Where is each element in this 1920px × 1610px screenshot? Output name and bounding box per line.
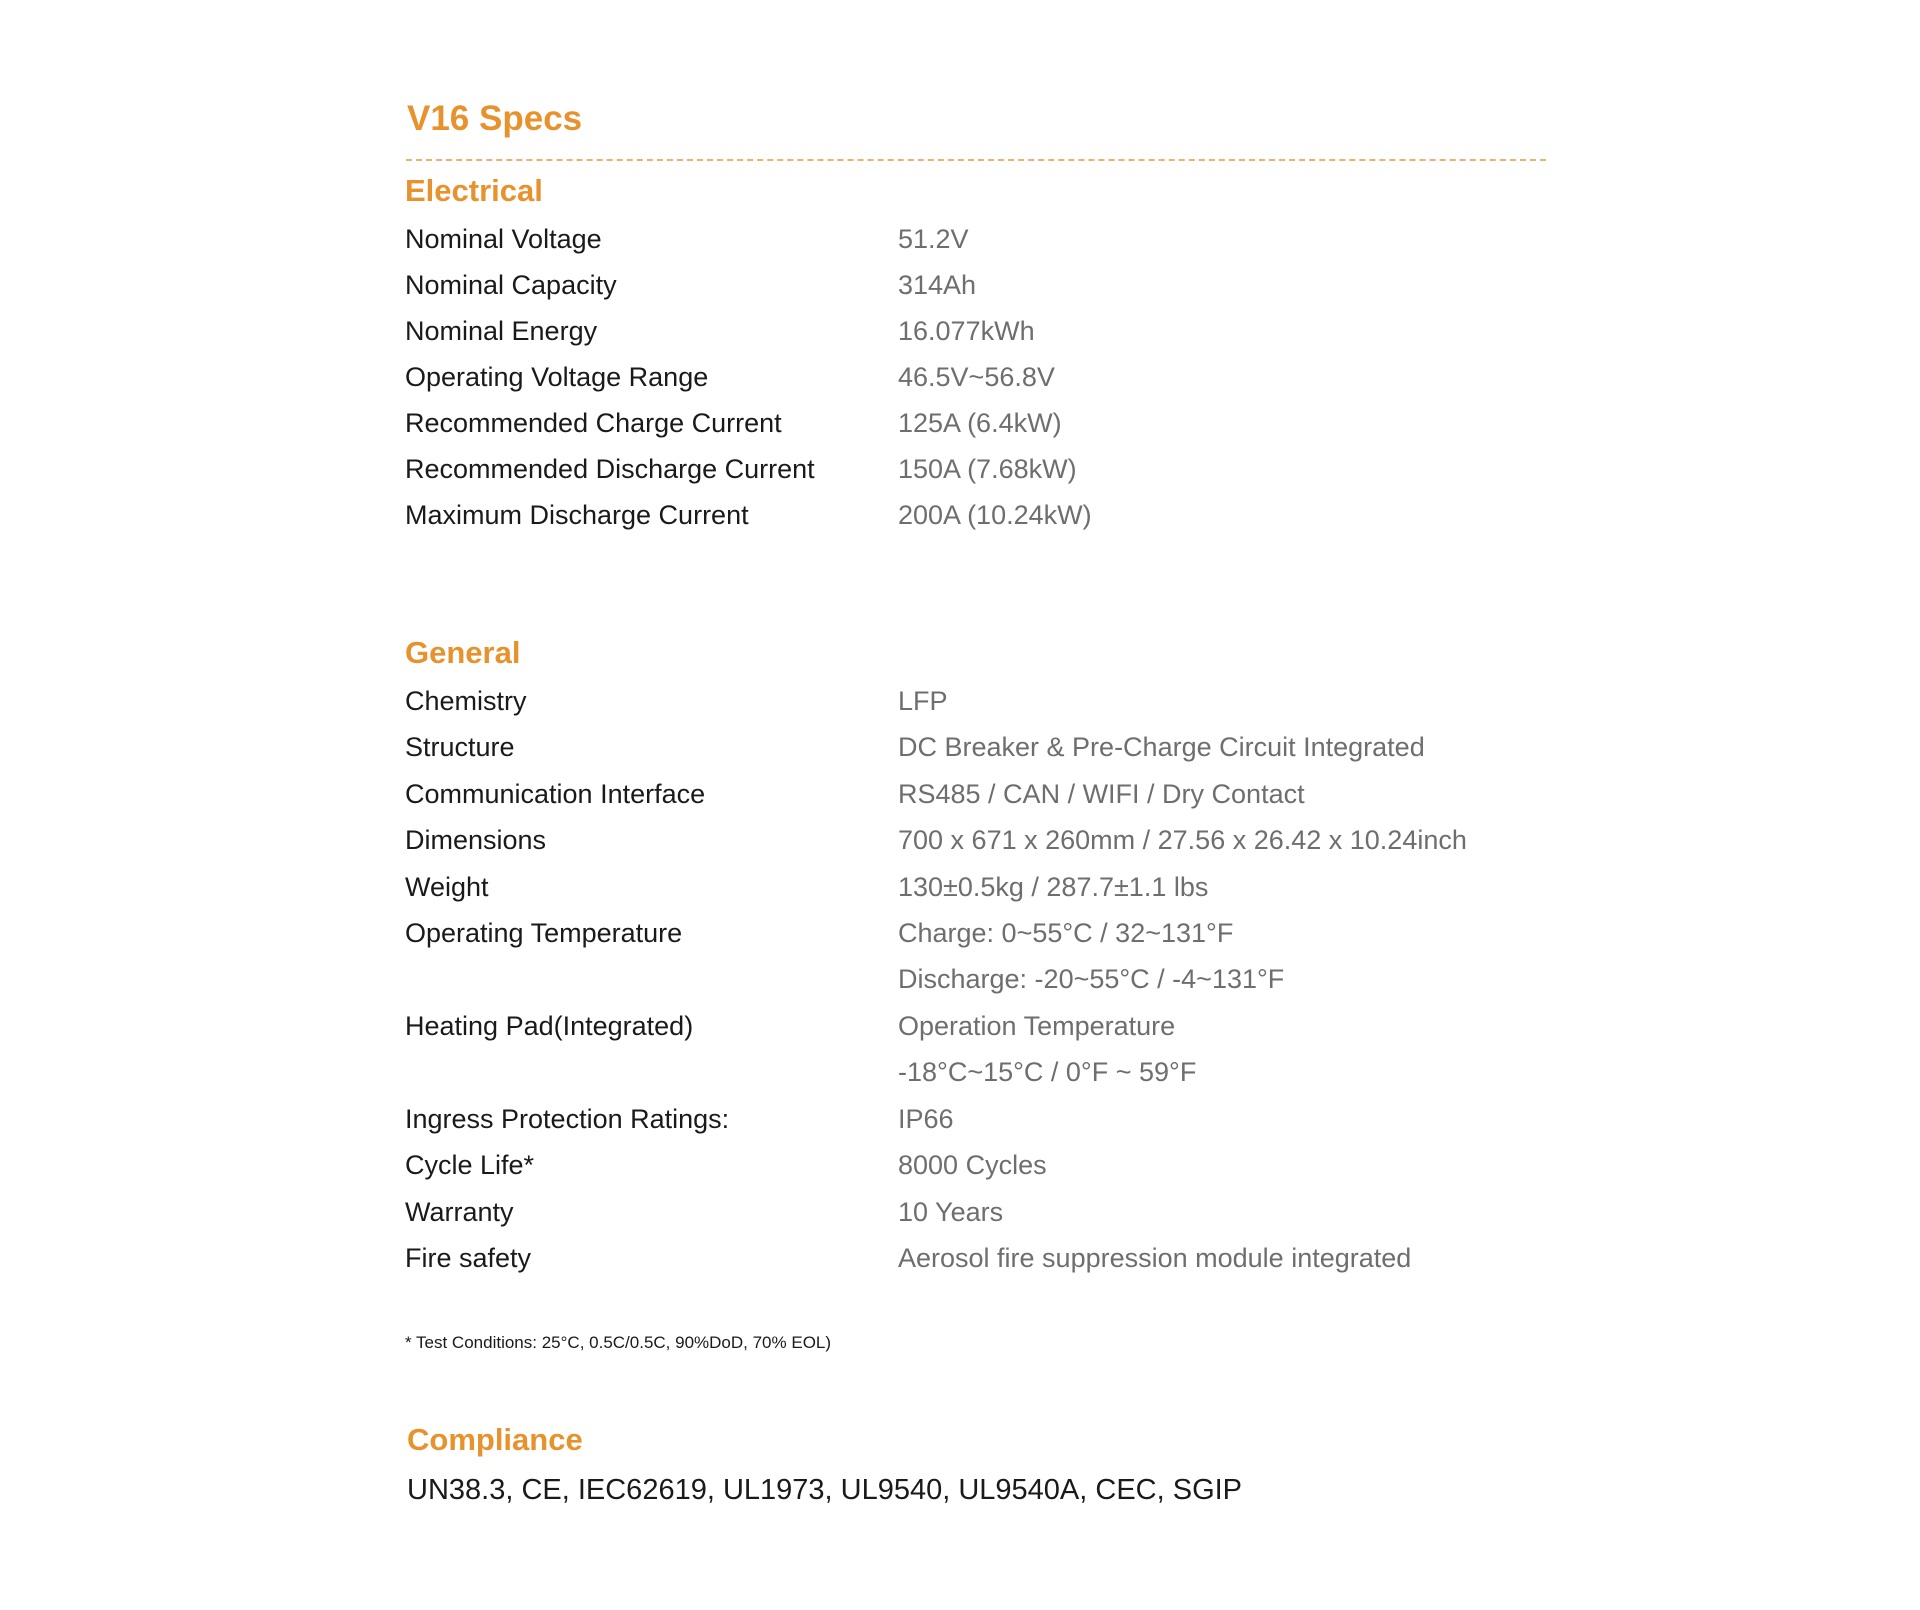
spec-label-dimensions: Dimensions	[405, 825, 547, 855]
title-divider	[406, 159, 1546, 161]
general-heading: General	[405, 635, 521, 670]
spec-value-nominal-voltage: 51.2V	[898, 224, 969, 254]
spec-label-ingress-protection: Ingress Protection Ratings:	[405, 1104, 730, 1134]
page-title: V16 Specs	[407, 99, 583, 138]
spec-value-heating-pad-range: -18°C~15°C / 0°F ~ 59°F	[898, 1057, 1197, 1087]
spec-value-operating-temperature-discharge: Discharge: -20~55°C / -4~131°F	[898, 964, 1285, 994]
spec-label-weight: Weight	[405, 872, 489, 902]
spec-label-cycle-life: Cycle Life*	[405, 1150, 535, 1180]
spec-value-structure: DC Breaker & Pre-Charge Circuit Integrated	[898, 732, 1425, 762]
spec-value-warranty: 10 Years	[898, 1197, 1004, 1227]
spec-label-operating-temperature: Operating Temperature	[405, 918, 683, 948]
spec-label-heating-pad: Heating Pad(Integrated)	[405, 1011, 694, 1041]
spec-value-maximum-discharge-current: 200A (10.24kW)	[898, 500, 1092, 530]
spec-label-nominal-voltage: Nominal Voltage	[405, 224, 602, 254]
spec-value-recommended-discharge-current: 150A (7.68kW)	[898, 454, 1077, 484]
spec-label-maximum-discharge-current: Maximum Discharge Current	[405, 500, 749, 530]
spec-value-nominal-capacity: 314Ah	[898, 270, 977, 300]
spec-value-fire-safety: Aerosol fire suppression module integrated	[898, 1243, 1412, 1273]
spec-label-nominal-energy: Nominal Energy	[405, 316, 598, 346]
spec-label-communication-interface: Communication Interface	[405, 779, 706, 809]
spec-value-operating-voltage-range: 46.5V~56.8V	[898, 362, 1055, 392]
compliance-list: UN38.3, CE, IEC62619, UL1973, UL9540, UL9540A, CEC, SGIP	[407, 1474, 1243, 1506]
spec-value-chemistry: LFP	[898, 686, 948, 716]
spec-value-dimensions: 700 x 671 x 260mm / 27.56 x 26.42 x 10.24inch	[898, 825, 1467, 855]
spec-label-recommended-charge-current: Recommended Charge Current	[405, 408, 782, 438]
compliance-heading: Compliance	[407, 1422, 583, 1457]
spec-value-recommended-charge-current: 125A (6.4kW)	[898, 408, 1062, 438]
spec-value-ingress-protection: IP66	[898, 1104, 954, 1134]
test-conditions-footnote: * Test Conditions: 25°C, 0.5C/0.5C, 90%DoD, 70% EOL)	[405, 1333, 832, 1352]
spec-label-recommended-discharge-current: Recommended Discharge Current	[405, 454, 815, 484]
spec-label-chemistry: Chemistry	[405, 686, 527, 716]
spec-label-structure: Structure	[405, 732, 515, 762]
spec-value-heating-pad: Operation Temperature	[898, 1011, 1176, 1041]
spec-value-communication-interface: RS485 / CAN / WIFI / Dry Contact	[898, 779, 1305, 809]
spec-label-warranty: Warranty	[405, 1197, 514, 1227]
spec-value-operating-temperature-charge: Charge: 0~55°C / 32~131°F	[898, 918, 1234, 948]
electrical-heading: Electrical	[405, 173, 543, 208]
spec-value-nominal-energy: 16.077kWh	[898, 316, 1035, 346]
spec-label-operating-voltage-range: Operating Voltage Range	[405, 362, 709, 392]
spec-value-cycle-life: 8000 Cycles	[898, 1150, 1047, 1180]
spec-value-weight: 130±0.5kg / 287.7±1.1 lbs	[898, 872, 1209, 902]
spec-label-nominal-capacity: Nominal Capacity	[405, 270, 617, 300]
spec-label-fire-safety: Fire safety	[405, 1243, 532, 1273]
